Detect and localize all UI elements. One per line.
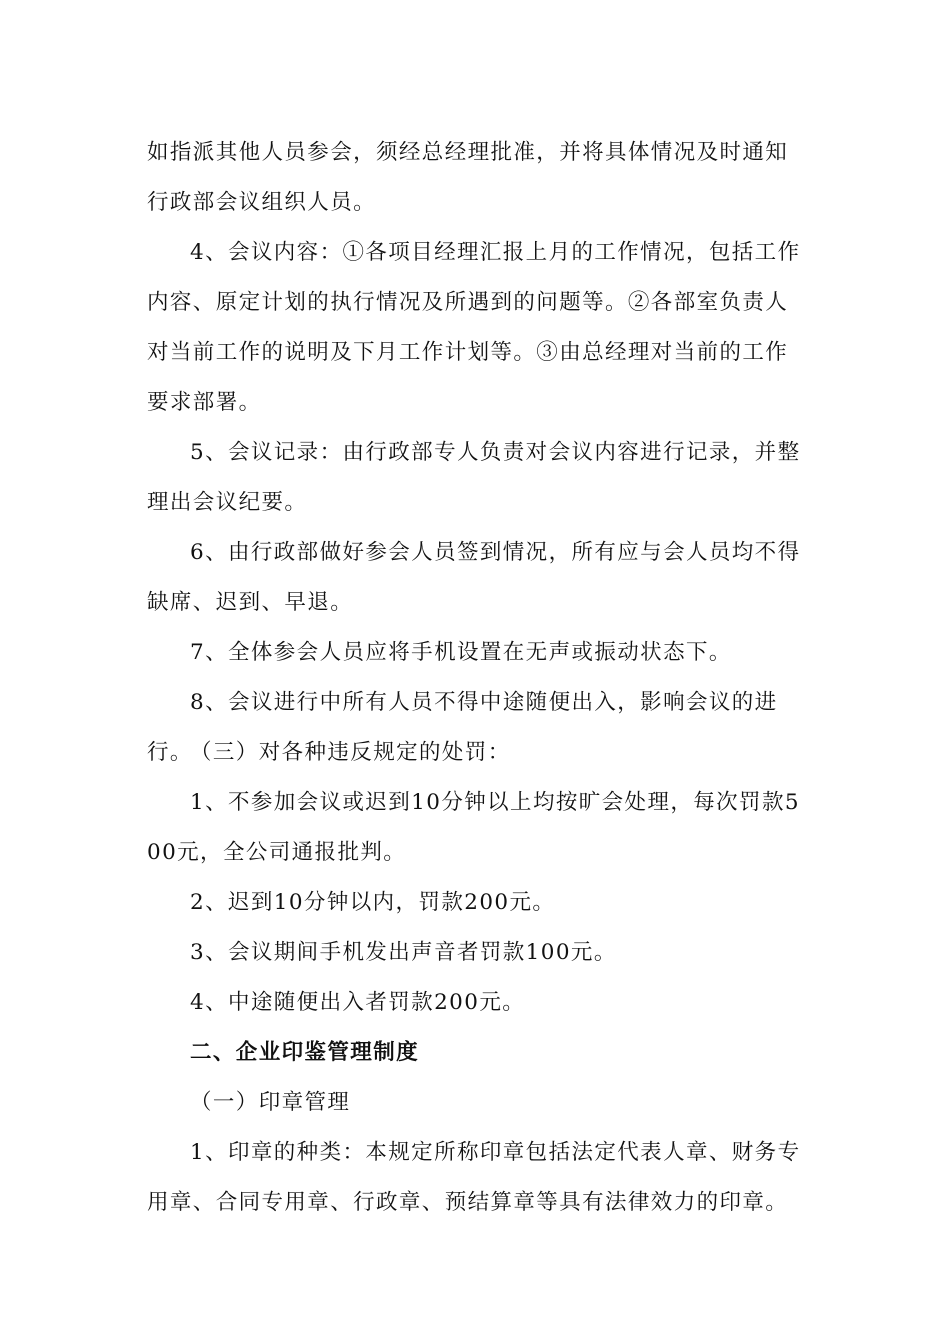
paragraph-penalty-late: 2、迟到10分钟以内，罚款200元。 [190, 890, 556, 915]
paragraph-meeting-content: 4、会议内容：①各项目经理汇报上月的工作情况，包括工作内容、原定计划的执行情况及所遇到的问题等。②各部室负责人对当前工作的说明及下月工作计划等。③由总经理对当前的工作要求部署。 [147, 240, 801, 415]
paragraph-no-leaving: 8、会议进行中所有人员不得中途随便出入，影响会议的进行。 [147, 690, 778, 765]
section-heading-seal-control: （一）印章管理 [190, 1090, 351, 1115]
paragraph-penalty-leaving: 4、中途随便出入者罚款200元。 [190, 990, 526, 1015]
paragraph-sign-in: 6、由行政部做好参会人员签到情况，所有应与会人员均不得缺席、迟到、早退。 [147, 540, 801, 615]
paragraph-penalty-phone: 3、会议期间手机发出声音者罚款100元。 [190, 940, 617, 965]
paragraph-meeting-minutes: 5、会议记录：由行政部专人负责对会议内容进行记录，并整理出会议纪要。 [147, 440, 801, 515]
paragraph-continuation-attendance: 如指派其他人员参会，须经总经理批准，并将具体情况及时通知行政部会议组织人员。 [147, 140, 789, 215]
paragraph-phone-silent: 7、全体参会人员应将手机设置在无声或振动状态下。 [190, 640, 732, 665]
chapter-heading-seal-management: 二、企业印鉴管理制度 [190, 1040, 420, 1065]
paragraph-penalty-absence: 1、不参加会议或迟到10分钟以上均按旷会处理，每次罚款500元，全公司通报批判。 [147, 790, 800, 865]
paragraph-seal-types: 1、印章的种类：本规定所称印章包括法定代表人章、财务专用章、合同专用章、行政章、预结算章等具有法律效力的印章。 [147, 1140, 801, 1215]
section-heading-penalties: （三）对各种违反规定的处罚： [190, 740, 511, 765]
